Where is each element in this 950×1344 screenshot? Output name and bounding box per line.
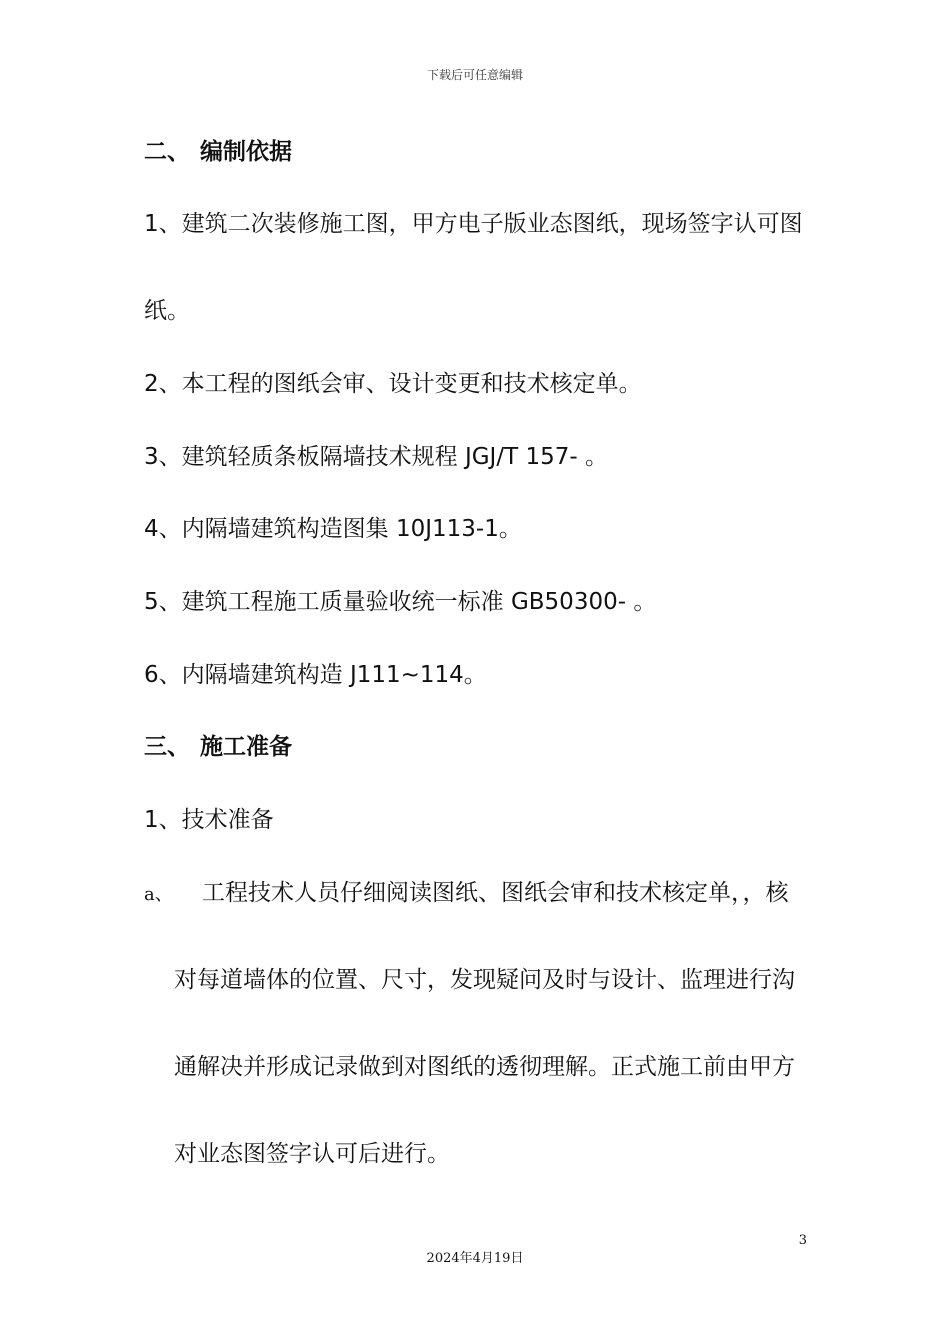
paragraph-line: 5、建筑工程施工质量验收统一标准 GB50300- 。	[144, 589, 657, 615]
section-number: 三、	[144, 734, 190, 760]
section-heading-3	[144, 732, 292, 762]
paragraph-line: 工程技术人员仔细阅读图纸、图纸会审和技术核定单，，核	[202, 880, 789, 906]
section-heading-2	[144, 137, 292, 167]
section-title: 编制依据	[200, 139, 292, 165]
paragraph-line: 纸。	[144, 298, 190, 324]
paragraph-line: 对每道墙体的位置、尺寸，发现疑问及时与设计、监理进行沟	[174, 967, 795, 993]
item-marker: a、	[144, 884, 173, 905]
subsection-heading: 1、技术准备	[144, 807, 274, 833]
paragraph-line: 6、内隔墙建筑构造 J111~114。	[144, 662, 487, 688]
paragraph-line: 1、建筑二次装修施工图，甲方电子版业态图纸，现场签字认可图	[144, 211, 803, 237]
section-title: 施工准备	[200, 734, 292, 760]
paragraph-line: 通解决并形成记录做到对图纸的透彻理解。正式施工前由甲方	[174, 1054, 795, 1080]
paragraph-line: 对业态图签字认可后进行。	[174, 1141, 450, 1167]
paragraph-line: 4、内隔墙建筑构造图集 10J113-1。	[144, 516, 522, 542]
section-number: 二、	[144, 139, 190, 165]
list-item-marker	[144, 878, 173, 910]
page-number: 3	[798, 1233, 807, 1248]
paragraph-line: 2、本工程的图纸会审、设计变更和技术核定单。	[144, 371, 642, 397]
page-footer-date: 2024年4月19日	[426, 1251, 524, 1266]
page-header: 下载后可任意编辑	[426, 68, 523, 82]
paragraph-line: 3、建筑轻质条板隔墙技术规程 JGJ/T 157- 。	[144, 444, 608, 470]
